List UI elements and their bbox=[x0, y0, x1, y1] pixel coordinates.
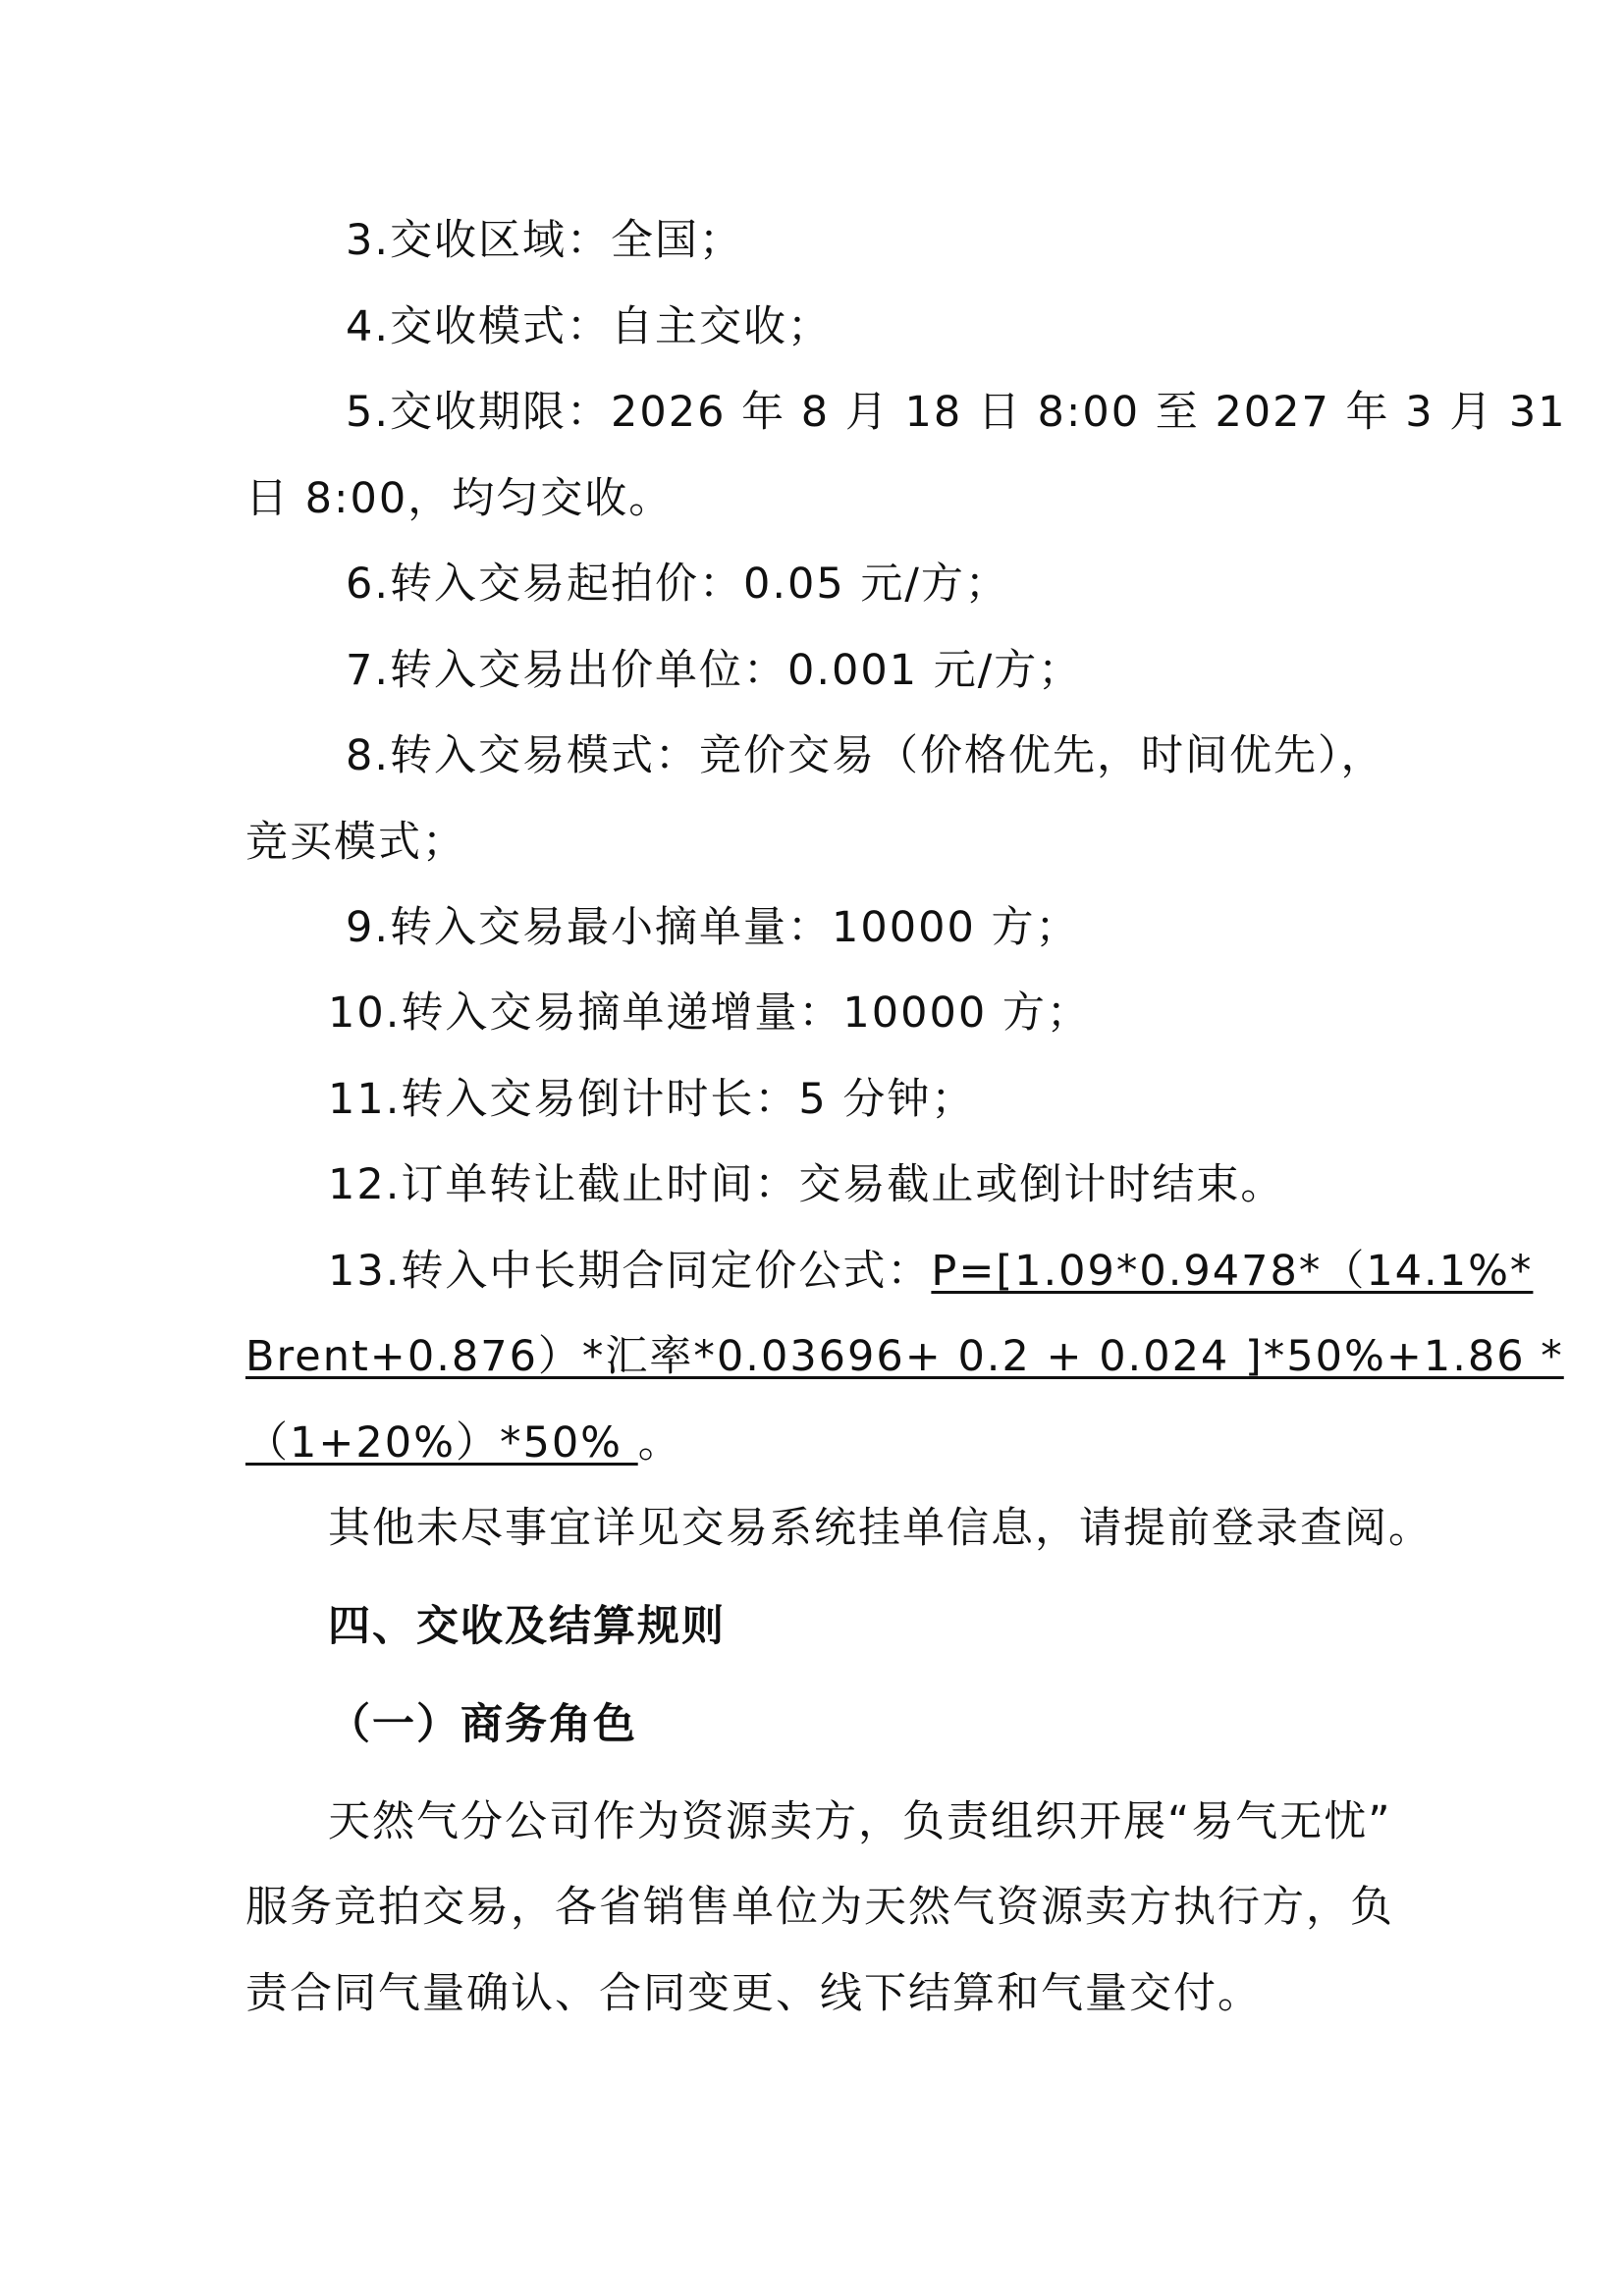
other-matters-note: 其他未尽事宜详见交易系统挂单信息，请提前登录查阅。 bbox=[328, 1504, 1433, 1553]
section-4-title: 四、交收及结算规则 bbox=[328, 1602, 726, 1651]
item-8-line-2: 竞买模式； bbox=[245, 818, 466, 867]
item-5-line-2: 日 8:00，均匀交收。 bbox=[245, 474, 674, 523]
item-13-line-1 bbox=[328, 1242, 1533, 1301]
item-6: 6.转入交易起拍价：0.05 元/方； bbox=[346, 560, 1009, 609]
item-8-line-1: 8.转入交易模式：竞价交易（价格优先，时间优先）， bbox=[346, 731, 1385, 780]
pricing-formula-part-2: Brent+0.876）*汇率*0.03696+ 0.2 + 0.024 ]*50%+1.86 * bbox=[245, 1332, 1564, 1381]
item-13-prefix: 13.转入中长期合同定价公式： bbox=[328, 1247, 932, 1296]
paragraph-line-1: 天然气分公司作为资源卖方，负责组织开展“易气无忧” bbox=[328, 1797, 1392, 1846]
item-13-line-2 bbox=[245, 1327, 1564, 1386]
item-12: 12.订单转让截止时间：交易截止或倒计时结束。 bbox=[328, 1160, 1285, 1209]
paragraph-line-3: 责合同气量确认、合同变更、线下结算和气量交付。 bbox=[245, 1969, 1262, 2018]
item-7: 7.转入交易出价单位：0.001 元/方； bbox=[346, 646, 1083, 695]
item-13-line-3 bbox=[245, 1414, 682, 1472]
paragraph-line-2: 服务竞拍交易，各省销售单位为天然气资源卖方执行方，负 bbox=[245, 1883, 1394, 1932]
pricing-formula-part-3: （1+20%）*50% bbox=[245, 1418, 638, 1468]
item-10: 10.转入交易摘单递增量：10000 方； bbox=[328, 988, 1091, 1038]
item-9: 9.转入交易最小摘单量：10000 方； bbox=[346, 903, 1080, 952]
item-13-suffix: 。 bbox=[637, 1418, 682, 1468]
subsection-1-title: （一）商务角色 bbox=[328, 1700, 637, 1749]
item-3: 3.交收区域：全国； bbox=[346, 216, 744, 265]
item-5-line-1: 5.交收期限：2026 年 8 月 18 日 8:00 至 2027 年 3 月 31 bbox=[346, 388, 1567, 437]
item-11: 11.转入交易倒计时长：5 分钟； bbox=[328, 1075, 976, 1124]
pricing-formula-part-1: P=[1.09*0.9478*（14.1%* bbox=[931, 1247, 1534, 1296]
item-4: 4.交收模式：自主交收； bbox=[346, 302, 833, 351]
